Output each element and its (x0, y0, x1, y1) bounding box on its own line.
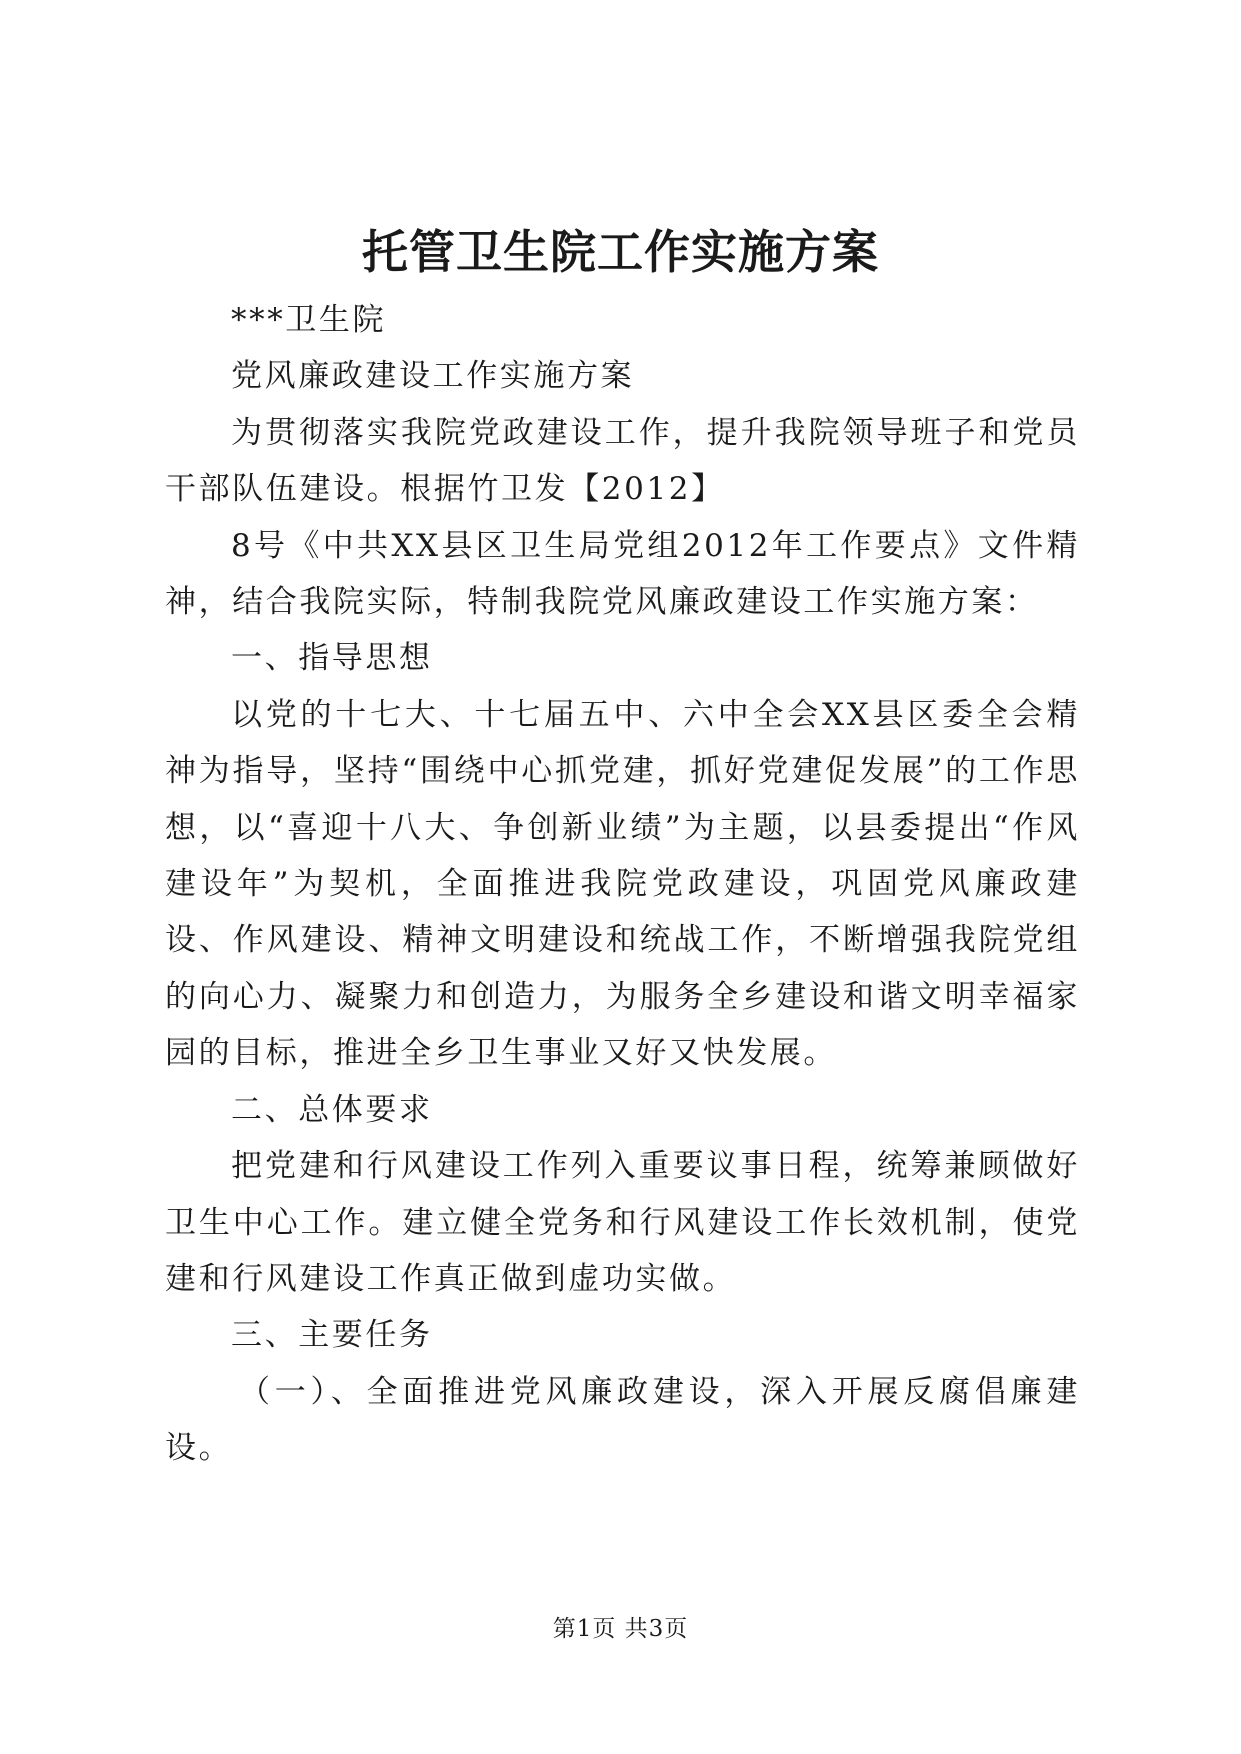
document-body (165, 292, 1080, 1477)
document-title: 托管卫生院工作实施方案 (362, 225, 879, 279)
section-heading-main-tasks: 三、主要任务 (231, 1317, 433, 1354)
section-heading-overall-requirements: 二、总体要求 (231, 1091, 433, 1128)
paragraph-basis: 8号《中共XX县区卫生局党组2012年工作要点》文件精神，结合我院实际，特制我院党风廉政建设工作实施方案： (165, 527, 1080, 621)
paragraph-hospital-name: ***卫生院 (231, 302, 387, 338)
paragraph-task-one: （一）、全面推进党风廉政建设，深入开展反腐倡廉建设。 (165, 1373, 1080, 1467)
page-number-footer: 第1页 共3页 (552, 1616, 689, 1642)
paragraph-intro: 为贯彻落实我院党政建设工作，提升我院领导班子和党员干部队伍建设。根据竹卫发【2012】 (165, 414, 1080, 508)
section-heading-guiding-ideology: 一、指导思想 (231, 640, 433, 677)
paragraph-guiding-ideology: 以党的十七大、十七届五中、六中全会XX县区委全会精神为指导，坚持“围绕中心抓党建，抓好党建促发展”的工作思想，以“喜迎十八大、争创新业绩”为主题，以县委提出“作风建设年”为契机，全面推进我院党政建设，巩固党风廉政建设、作风建设、精神文明建设和统战工作，不断增强我院党组的向心力、凝聚力和创造力，为服务全乡建设和谐文明幸福家园的目标，推进全乡卫生事业又好又快发展。 (165, 696, 1080, 1072)
paragraph-overall-requirements: 把党建和行风建设工作列入重要议事日程，统筹兼顾做好卫生中心工作。建立健全党务和行风建设工作长效机制，使党建和行风建设工作真正做到虚功实做。 (165, 1148, 1080, 1297)
paragraph-plan-subtitle: 党风廉政建设工作实施方案 (231, 358, 635, 395)
